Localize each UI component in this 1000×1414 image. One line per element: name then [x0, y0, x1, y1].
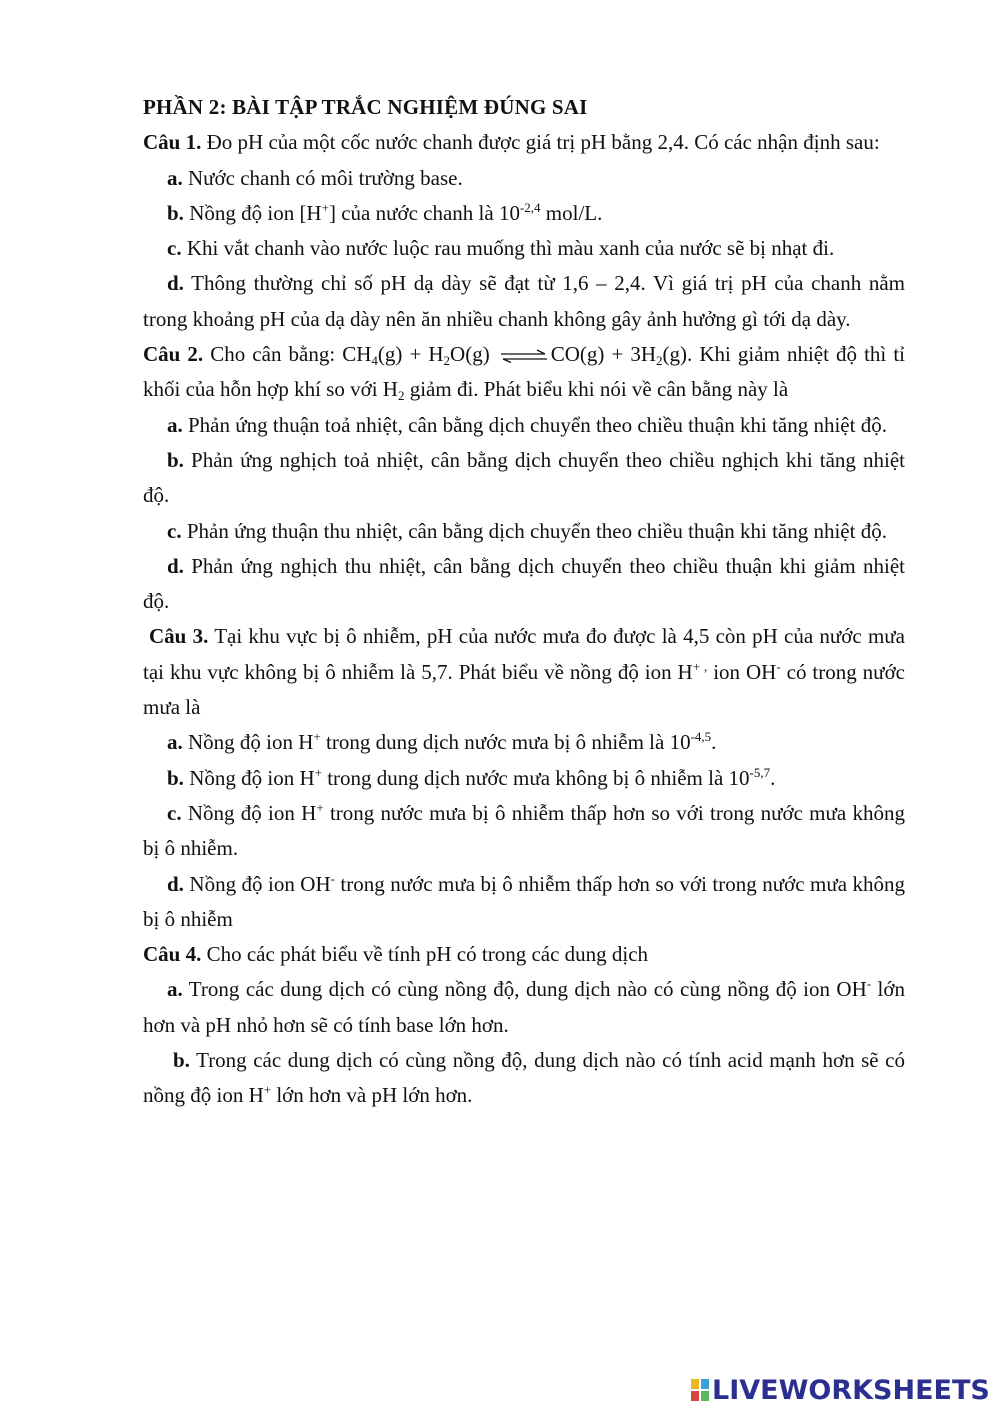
equilibrium-arrow-icon — [499, 349, 549, 363]
question-1-option-b: b. Nồng độ ion [H+] của nước chanh là $10^{-2,4}$ mol/L. — [167, 199, 603, 225]
liveworksheets-logo-text: LIVEWORKSHEETS — [712, 1374, 990, 1406]
worksheet-content — [143, 90, 905, 1114]
question-2-stem: Câu 2. Cho cân bằng: $CH_4(g) + H_2O(g) CO(g) + 3H_2(g)$. Khi giảm nhiệt độ thì tỉ khối của hỗn hợp khí so với $H_2$ giảm đi. Phát biểu khi nói về cân bằng này là — [143, 342, 905, 404]
question-3-option-b: b. Nồng độ ion H+ trong dung dịch nước mưa không bị ô nhiễm là $10^{-5,7}$. — [167, 764, 776, 790]
question-3-option-a: a. Nồng độ ion H+ trong dung dịch nước mưa bị ô nhiễm là $10^{-4,5}$. — [167, 729, 717, 755]
liveworksheets-logo — [690, 1372, 990, 1408]
question-3-label: Câu 3. — [149, 624, 209, 649]
question-2-label: Câu 2. — [143, 342, 204, 367]
question-3-stem: Câu 3. Tại khu vực bị ô nhiễm, pH của nước mưa đo được là 4,5 còn pH của nước mưa tại khu vực không bị ô nhiễm là 5,7. Phát biểu về nồng độ ion H+ , ion OH- có trong nước mưa là — [143, 624, 905, 720]
section-heading: PHẦN 2: BÀI TẬP TRẮC NGHIỆM ĐÚNG SAI — [143, 95, 588, 119]
liveworksheets-logo-icon — [690, 1377, 710, 1403]
question-4-stem: Câu 4. Cho các phát biểu về tính pH có trong các dung dịch — [143, 942, 649, 967]
question-1-option-a: a. Nước chanh có môi trường base. — [167, 165, 463, 190]
question-2-option-a: a. Phản ứng thuận toả nhiệt, cân bằng dịch chuyển theo chiều thuận khi tăng nhiệt độ. — [167, 412, 887, 437]
question-3-option-c: c. Nồng độ ion H+ trong nước mưa bị ô nhiễm thấp hơn so với trong nước mưa không bị ô nhiễm. — [143, 799, 905, 861]
question-1-option-c: c. Khi vắt chanh vào nước luộc rau muống thì màu xanh của nước sẽ bị nhạt đi. — [167, 236, 835, 261]
question-4-option-b: b. Trong các dung dịch có cùng nồng độ, dung dịch nào có tính acid mạnh hơn sẽ có nồng độ ion H+ lớn hơn và pH lớn hơn. — [143, 1048, 905, 1108]
question-4-label: Câu 4. — [143, 942, 202, 967]
question-2-option-c: c. Phản ứng thuận thu nhiệt, cân bằng dịch chuyển theo chiều thuận khi tăng nhiệt độ. — [167, 518, 887, 543]
question-1-option-d: d. Thông thường chỉ số pH dạ dày sẽ đạt từ 1,6 – 2,4. Vì giá trị pH của chanh nằm trong khoảng pH của dạ dày nên ăn nhiều chanh không gây ảnh hưởng gì tới dạ dày. — [143, 271, 905, 331]
question-1-stem: Câu 1. Đo pH của một cốc nước chanh được giá trị pH bằng 2,4. Có các nhận định sau: — [143, 130, 880, 155]
question-4-option-a: a. Trong các dung dịch có cùng nồng độ, dung dịch nào có cùng nồng độ ion OH- lớn hơn và pH nhỏ hơn sẽ có tính base lớn hơn. — [143, 976, 905, 1037]
question-3-option-d: d. Nồng độ ion OH- trong nước mưa bị ô nhiễm thấp hơn so với trong nước mưa không bị ô nhiễm — [143, 870, 905, 931]
question-1-label: Câu 1. — [143, 130, 202, 155]
question-2-option-b: b. Phản ứng nghịch toả nhiệt, cân bằng dịch chuyển theo chiều nghịch khi tăng nhiệt độ. — [143, 447, 905, 508]
question-2-option-d: d. Phản ứng nghịch thu nhiệt, cân bằng dịch chuyển theo chiều thuận khi giảm nhiệt độ. — [143, 553, 905, 614]
